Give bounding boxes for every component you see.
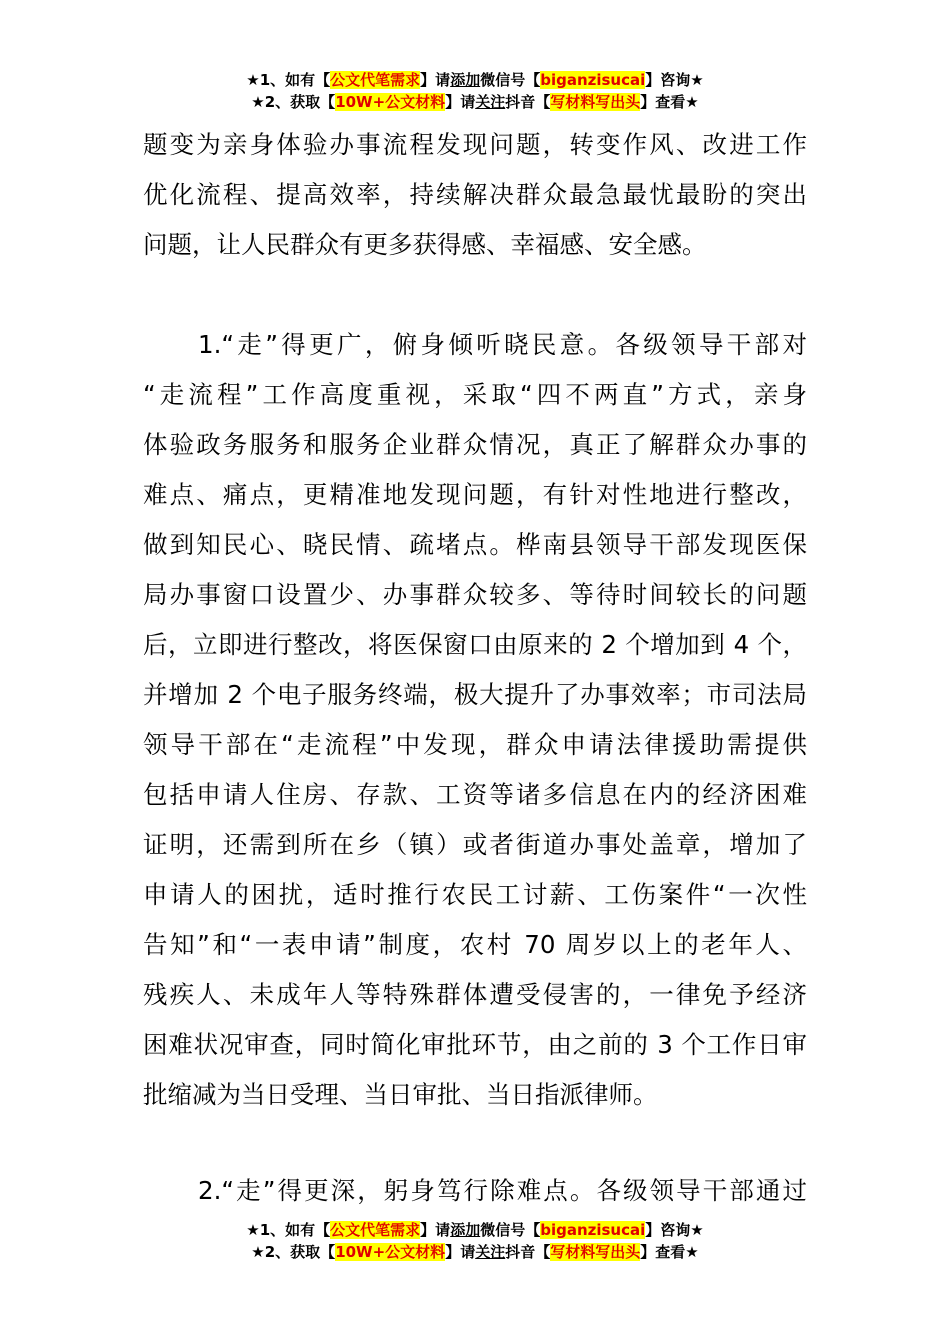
banner-highlight: 公文代笔需求 bbox=[330, 1221, 421, 1239]
banner-highlight: 写材料写出头 bbox=[550, 1243, 641, 1261]
banner-highlight: 10W+公文材料 bbox=[335, 1243, 446, 1261]
paragraph-line: 包括申请人住房、存款、工资等诸多信息在内的经济困难 bbox=[143, 780, 807, 809]
paragraph-line: 困难状况审查，同时简化审批环节，由之前的 3 个工作日审 bbox=[143, 1030, 807, 1059]
banner-text: 】咨询★ bbox=[645, 71, 704, 89]
banner-text: 】请 bbox=[445, 1243, 476, 1261]
banner-text: 抖音【 bbox=[505, 93, 551, 111]
banner-text: ★1、如有【 bbox=[246, 71, 331, 89]
banner-text: 】请 bbox=[445, 93, 476, 111]
paragraph-line: 申请人的困扰，适时推行农民工讨薪、工伤案件“一次性 bbox=[143, 880, 807, 909]
footer-banner bbox=[0, 1219, 950, 1263]
banner-text: 】查看★ bbox=[640, 1243, 699, 1261]
banner-text: 】咨询★ bbox=[645, 1221, 704, 1239]
banner-text: 】查看★ bbox=[640, 93, 699, 111]
banner-line-2 bbox=[0, 1241, 950, 1263]
banner-line-1 bbox=[0, 69, 950, 91]
banner-text: 】请 bbox=[420, 71, 451, 89]
paragraph-line: 批缩减为当日受理、当日审批、当日指派律师。 bbox=[143, 1080, 658, 1109]
banner-line-2 bbox=[0, 91, 950, 113]
banner-highlight: 10W+公文材料 bbox=[335, 93, 446, 111]
banner-text: ★1、如有【 bbox=[246, 1221, 331, 1239]
banner-text: ★2、获取【 bbox=[251, 93, 336, 111]
paragraph-line: 残疾人、未成年人等特殊群体遭受侵害的，一律免予经济 bbox=[143, 980, 807, 1009]
banner-underline: 关注 bbox=[475, 1243, 506, 1261]
banner-text: ★2、获取【 bbox=[251, 1243, 336, 1261]
banner-underline: 关注 bbox=[475, 93, 506, 111]
banner-text: 抖音【 bbox=[505, 1243, 551, 1261]
paragraph-line: 问题，让人民群众有更多获得感、幸福感、安全感。 bbox=[143, 230, 707, 259]
paragraph-line: 题变为亲身体验办事流程发现问题，转变作风、改进工作 bbox=[143, 130, 807, 159]
paragraph-line: 1.“走”得更广，俯身倾听晓民意。各级领导干部对 bbox=[198, 330, 807, 359]
paragraph-line: “走流程”工作高度重视，采取“四不两直”方式，亲身 bbox=[143, 380, 807, 409]
banner-line-1 bbox=[0, 1219, 950, 1241]
banner-text: 微信号【 bbox=[480, 1221, 541, 1239]
banner-highlight: biganzisucai bbox=[540, 71, 646, 89]
banner-highlight: 公文代笔需求 bbox=[330, 71, 421, 89]
banner-underline: 添加 bbox=[450, 1221, 481, 1239]
paragraph-line: 难点、痛点，更精准地发现问题，有针对性地进行整改， bbox=[143, 480, 807, 509]
paragraph-line: 优化流程、提高效率，持续解决群众最急最忧最盼的突出 bbox=[143, 180, 807, 209]
banner-highlight: biganzisucai bbox=[540, 1221, 646, 1239]
paragraph-line: 告知”和“一表申请”制度，农村 70 周岁以上的老年人、 bbox=[143, 930, 807, 959]
banner-underline: 添加 bbox=[450, 71, 481, 89]
banner-text: 微信号【 bbox=[480, 71, 541, 89]
banner-text: 】请 bbox=[420, 1221, 451, 1239]
paragraph-line: 并增加 2 个电子服务终端，极大提升了办事效率；市司法局 bbox=[143, 680, 807, 709]
paragraph-line: 做到知民心、晓民情、疏堵点。桦南县领导干部发现医保 bbox=[143, 530, 807, 559]
paragraph-line: 领导干部在“走流程”中发现，群众申请法律援助需提供 bbox=[143, 730, 807, 759]
paragraph-line: 体验政务服务和服务企业群众情况，真正了解群众办事的 bbox=[143, 430, 807, 459]
paragraph-line: 后，立即进行整改，将医保窗口由原来的 2 个增加到 4 个， bbox=[143, 630, 807, 659]
banner-highlight: 写材料写出头 bbox=[550, 93, 641, 111]
header-banner bbox=[0, 69, 950, 113]
paragraph-line: 证明，还需到所在乡（镇）或者街道办事处盖章，增加了 bbox=[143, 830, 807, 859]
paragraph-line: 2.“走”得更深，躬身笃行除难点。各级领导干部通过 bbox=[198, 1176, 807, 1205]
paragraph-line: 局办事窗口设置少、办事群众较多、等待时间较长的问题 bbox=[143, 580, 807, 609]
